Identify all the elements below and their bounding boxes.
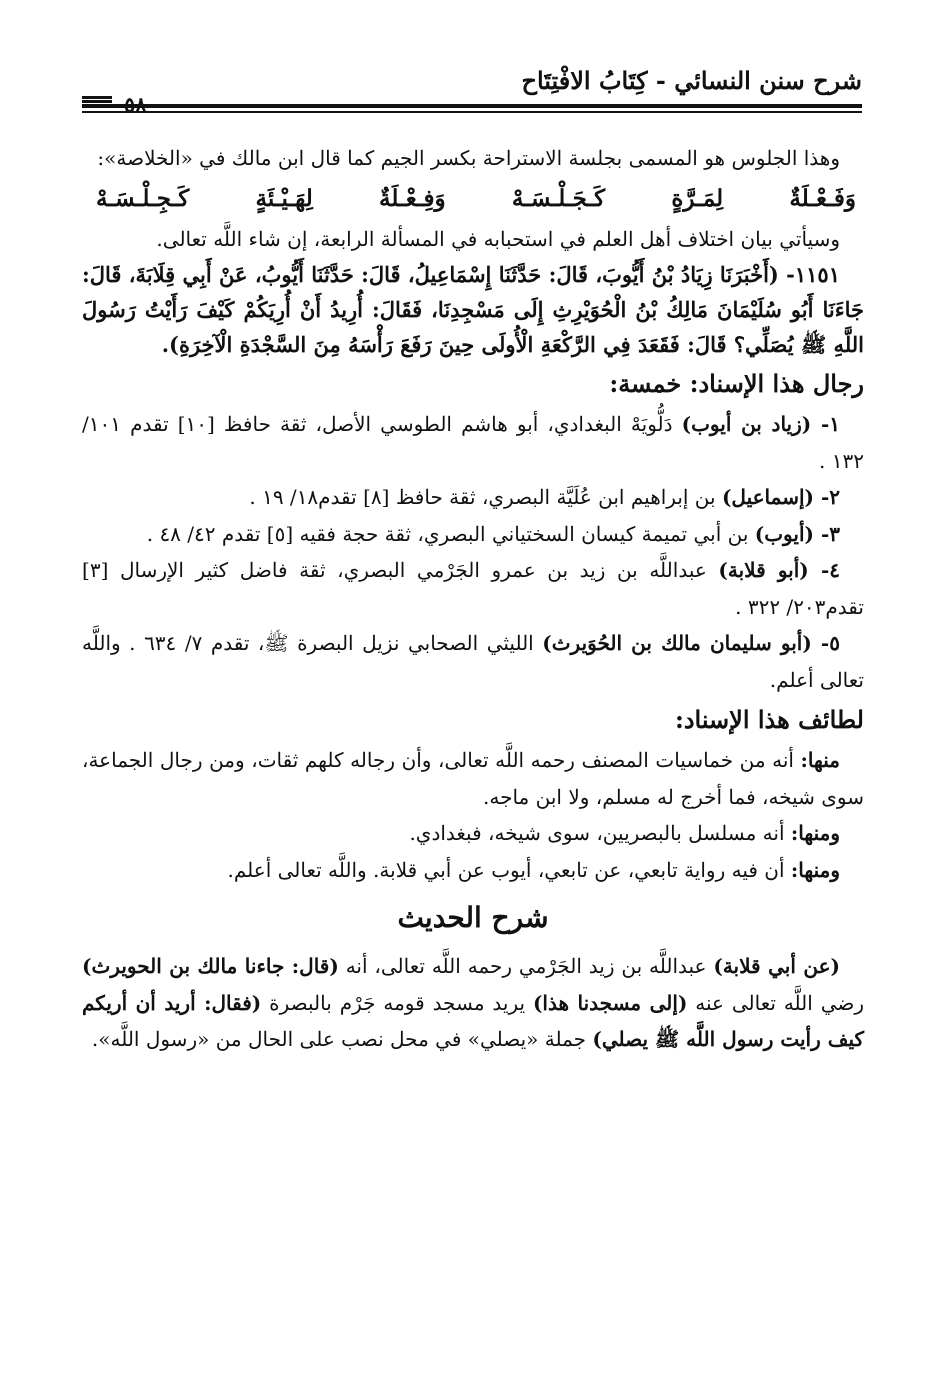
page-body <box>82 140 864 1058</box>
subtlety-text: أنه من خماسيات المصنف رحمه اللَّه تعالى، وأن رجاله كلهم ثقات، ومن رجال الجماعة، سوى شيخه، فما أخرج له مسلم، ولا ابن ماجه. <box>82 748 864 809</box>
subtlety-label: ومنها: <box>790 857 840 882</box>
quoted-text: (إلى مسجدنا هذا) <box>532 990 688 1015</box>
verse-word: وَفِـعْـلَةٌ <box>379 184 446 212</box>
subtlety-text: أن فيه رواية تابعي، عن تابعي، أيوب عن أبي قلابة. واللَّه تعالى أعلم. <box>227 857 791 882</box>
commentary-text: رضي اللَّه تعالى عنه <box>687 990 865 1015</box>
header-rule-thin <box>82 111 862 113</box>
narrator-details: بن أبي تميمة كيسان السختياني البصري، ثقة حجة فقيه [٥] تقدم ٤٢/ ٤٨ . <box>146 521 755 546</box>
subtleties-heading: لطائف هذا الإسناد: <box>674 705 864 734</box>
verse-word: لِمَـرَّةٍ <box>671 184 724 212</box>
commentary-text: جملة «يصلي» في محل نصب على الحال من «رسول اللَّه». <box>91 1027 593 1051</box>
poetry-verse <box>82 177 864 221</box>
intro-paragraph: وهذا الجلوس هو المسمى بجلسة الاستراحة بكسر الجيم كما قال ابن مالك في «الخلاصة»: <box>97 146 840 170</box>
subtlety-label: ومنها: <box>790 821 840 845</box>
narrators-heading: رجال هذا الإسناد: خمسة: <box>609 369 864 398</box>
header-rule-thick <box>82 104 862 108</box>
narrator-name: ٣- (أيوب) <box>754 521 840 546</box>
page-header <box>82 66 862 122</box>
hadith-text: ١١٥١- (أَخْبَرَنَا زِيَادُ بْنُ أَيُّوبَ، قَالَ: حَدَّثَنَا إِسْمَاعِيلُ، قَالَ: حَدَّثَنَا أَيُّوبُ، عَنْ أَبِي قِلَابَةَ، قَالَ: جَاءَنَا أَبُو سُلَيْمَانَ مَالِكُ بْنُ الْحُوَيْرِثِ إِلَى مَسْجِدِنَا، فَقَالَ: أُرِيدُ أَنْ أُرِيَكُمْ كَيْفَ رَأَيْتُ رَسُولَ اللَّهِ ﷺ يُصَلِّي؟ قَالَ: فَقَعَدَ فِي الرَّكْعَةِ الْأُولَى حِينَ رَفَعَ رَأْسَهُ مِنَ السَّجْدَةِ الْآخِرَةِ). <box>81 262 864 357</box>
verse-word: كَـجِـلْـسَـهْ <box>96 184 190 212</box>
narrator-name: ٤- (أبو قلابة) <box>718 558 840 582</box>
commentary-heading: شرح الحديث <box>397 901 549 934</box>
verse-word: وَفَـعْـلَةٌ <box>789 184 856 212</box>
subtlety-label: منها: <box>800 748 840 772</box>
narrator-item <box>82 406 864 479</box>
quoted-text: (فقال: أريد أن أريكم كيف رأيت رسول اللَّه ﷺ يصلي) <box>82 990 864 1051</box>
verse-word: لِهَـيْـئَةٍ <box>255 184 313 212</box>
quoted-text: (قال: جاءنا مالك بن الحويرث) <box>82 954 339 978</box>
narrator-item <box>82 479 864 516</box>
subtlety-item <box>82 815 864 852</box>
subtlety-item <box>82 742 864 815</box>
narrator-item <box>82 625 864 698</box>
narrator-item <box>82 552 864 625</box>
narrator-name: ٥- (أبو سليمان مالك بن الحُوَيرث) <box>542 631 840 655</box>
commentary-text: عبداللَّه بن زيد الجَرْمي رحمه اللَّه تعالى، أنه <box>338 954 714 978</box>
narrator-item <box>82 516 864 553</box>
verse-word: كَـجَـلْـسَـهْ <box>511 184 606 212</box>
narrator-details: عبداللَّه بن زيد بن عمرو الجَرْمي البصري، ثقة فاضل كثير الإرسال [٣] تقدم٢٠٣/ ٣٢٢ . <box>82 558 864 619</box>
header-rule-short-bottom <box>82 100 112 103</box>
subtlety-item <box>82 852 864 889</box>
narrator-details: بن إبراهيم ابن عُلَيَّة البصري، ثقة حافظ [٨] تقدم١٨/ ١٩ . <box>249 485 722 509</box>
quoted-text: (عن أبي قلابة) <box>713 954 840 978</box>
running-title: شرح سنن النسائي - كِتَابُ الافْتِتَاح <box>521 66 862 95</box>
narrator-details: الليثي الصحابي نزيل البصرة ﷺ، تقدم ٧/ ٦٣٤ . واللَّه تعالى أعلم. <box>82 631 864 692</box>
narrator-details: دَلُّويَهْ البغدادي، أبو هاشم الطوسي الأصل، ثقة حافظ [١٠] تقدم ١٠١/ ١٣٢ . <box>82 412 864 473</box>
followup-paragraph: وسيأتي بيان اختلاف أهل العلم في استحبابه في المسألة الرابعة، إن شاء اللَّه تعالى. <box>156 226 840 251</box>
subtlety-text: أنه مسلسل بالبصريين، سوى شيخه، فبغدادي. <box>409 821 791 845</box>
commentary-paragraph <box>82 948 864 1058</box>
commentary-text: يريد مسجد قومه جَرْم بالبصرة <box>261 990 533 1015</box>
narrator-name: ١- (زياد بن أيوب) <box>681 412 840 436</box>
header-rule-short-top <box>82 96 112 99</box>
narrator-name: ٢- (إسماعيل) <box>721 485 840 509</box>
